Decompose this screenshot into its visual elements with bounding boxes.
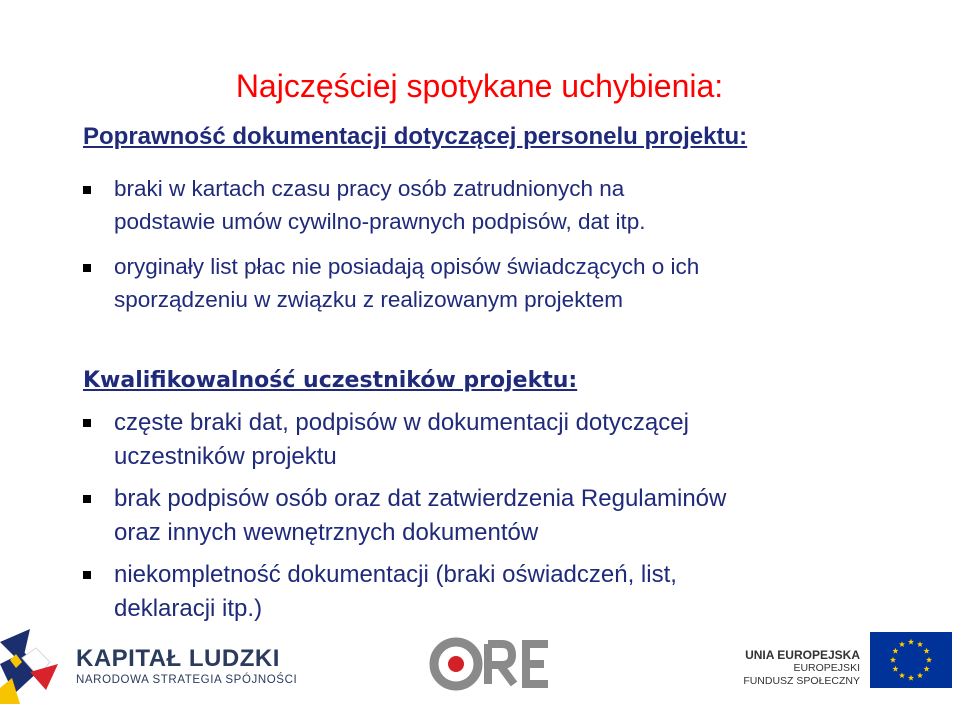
bullet-line: braki w kartach czasu pracy osób zatrudnionych na xyxy=(114,176,625,201)
square-bullet-icon xyxy=(83,419,91,427)
kapital-ludzki-star-icon xyxy=(0,624,58,704)
ore-logo-text: ORE xyxy=(490,665,495,667)
bullet-list-participants xyxy=(80,406,890,634)
section-heading-participants: Kwalifikowalność uczestników projektu: xyxy=(83,368,578,393)
eu-flag-icon xyxy=(870,632,952,688)
ore-logo-icon xyxy=(428,634,552,694)
bullet-line: oryginały list płac nie posiadają opisów świadczących o ich xyxy=(114,254,700,279)
bullet-line: brak podpisów osób oraz dat zatwierdzenia Regulaminów xyxy=(114,485,727,512)
eu-logo-text xyxy=(720,648,860,688)
bullet-item xyxy=(80,482,890,550)
square-bullet-icon xyxy=(83,186,91,194)
square-bullet-icon xyxy=(83,495,91,503)
bullet-item xyxy=(80,172,890,238)
bullet-line: sporządzeniu w związku z realizowanym projektem xyxy=(114,287,623,312)
section-heading-personnel: Poprawność dokumentacji dotyczącej personelu projektu: xyxy=(83,123,748,150)
bullet-line: częste braki dat, podpisów w dokumentacji dotyczącej xyxy=(114,409,689,436)
eu-line-3: FUNDUSZ SPOŁECZNY xyxy=(743,675,860,687)
kapital-ludzki-title: KAPITAŁ LUDZKI xyxy=(76,645,280,672)
bullet-line: podstawie umów cywilno-prawnych podpisów, dat itp. xyxy=(114,209,646,234)
kapital-ludzki-logo xyxy=(76,646,297,688)
bullet-line: uczestników projektu xyxy=(114,443,337,470)
bullet-line: oraz innych wewnętrznych dokumentów xyxy=(114,519,539,546)
eu-line-1: UNIA EUROPEJSKA xyxy=(745,648,860,662)
kapital-ludzki-subtitle: NARODOWA STRATEGIA SPÓJNOŚCI xyxy=(76,674,298,686)
square-bullet-icon xyxy=(83,264,91,272)
footer-logos xyxy=(0,612,959,705)
eu-line-2: EUROPEJSKI xyxy=(793,662,860,674)
bullet-item xyxy=(80,406,890,474)
bullet-line: deklaracji itp.) xyxy=(114,595,263,622)
bullet-line: niekompletność dokumentacji (braki oświadczeń, list, xyxy=(114,561,677,588)
slide-title: Najczęściej spotykane uchybienia: xyxy=(235,68,724,104)
bullet-list-personnel xyxy=(80,172,890,328)
bullet-item xyxy=(80,250,890,316)
square-bullet-icon xyxy=(83,571,91,579)
